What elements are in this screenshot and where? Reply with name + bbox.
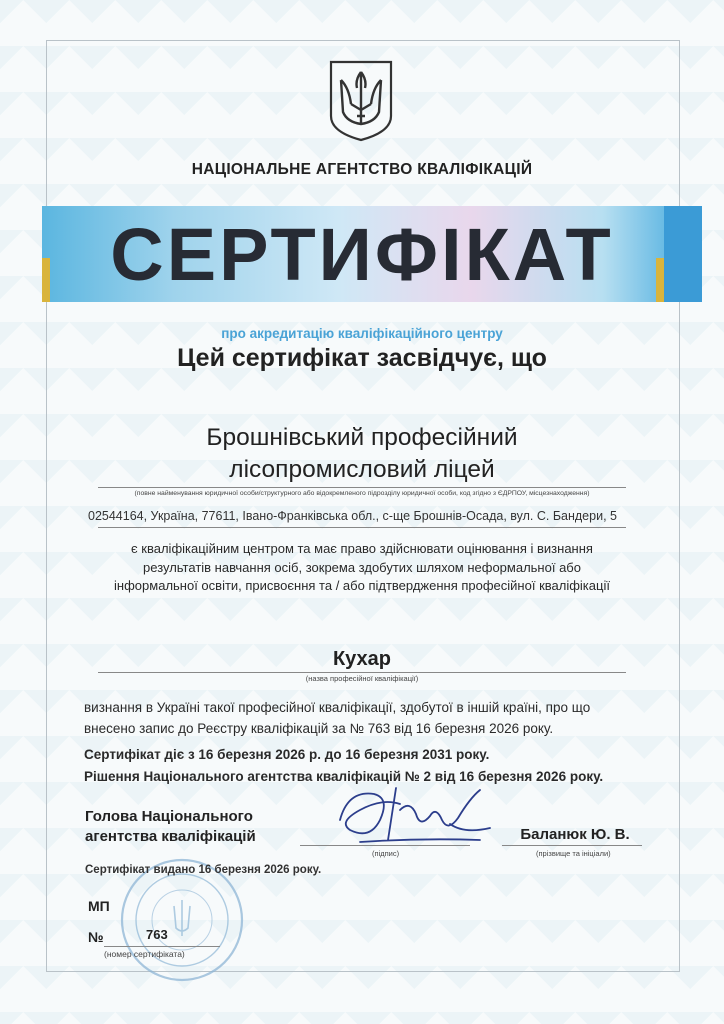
rights-line: є кваліфікаційним центром та має право здійснювати оцінювання і визнання: [131, 541, 593, 556]
name-caption: (прізвище та ініціали): [536, 849, 611, 858]
signature: [330, 780, 500, 852]
coat-of-arms-icon: [327, 60, 395, 142]
organization-address: 02544164, Україна, 77611, Івано-Франківська обл., с-ще Брошнів-Осада, вул. С. Бандери, 5: [88, 509, 617, 523]
agency-name: НАЦІОНАЛЬНЕ АГЕНТСТВО КВАЛІФІКАЦІЙ: [191, 161, 533, 178]
signature-caption: (підпис): [372, 849, 400, 858]
rights-line: результатів навчання осіб, зокрема здобутих шляхом неформальної або: [143, 559, 581, 575]
head-title-line1: Голова Національного: [85, 808, 253, 825]
name-line: [502, 845, 642, 846]
recognition-statement: [84, 697, 684, 739]
certificate-number-label: №: [88, 929, 104, 945]
signature-line: [300, 845, 470, 846]
certificate-number-caption: (номер сертифіката): [104, 949, 185, 959]
certificate-title: СЕРТИФІКАТ: [110, 213, 614, 296]
issue-date: Сертифікат видано 16 березня 2026 року.: [85, 864, 322, 876]
head-name: Баланюк Ю. В.: [520, 826, 630, 843]
head-title-line2: агентства кваліфікацій: [85, 828, 256, 845]
organization-name: [100, 422, 624, 486]
head-title: [85, 807, 305, 847]
decision-reference: Рішення Національного агентства кваліфікацій № 2 від 16 березня 2026 року.: [84, 769, 604, 784]
organization-caption: (повне найменування юридичної особи/структурного або відокремленого підрозділу юридичної особи, код згідно з ЄДРПОУ, місцезнаходження): [134, 490, 590, 497]
recognition-line: визнання в Україні такої професійної кваліфікації, здобутої в іншій країні, про що: [84, 700, 591, 715]
qualification-name: Кухар: [332, 648, 392, 670]
organization-name-line1: Брошнівський професійний: [206, 424, 518, 451]
address-underline: [98, 527, 626, 528]
org-name-underline: [98, 487, 626, 488]
organization-name-line2: лісопромисловий ліцей: [229, 456, 495, 483]
qualification-underline: [98, 672, 626, 673]
certifies-heading: Цей сертифікат засвідчує, що: [177, 344, 547, 372]
seal-placeholder-label: МП: [88, 898, 110, 914]
rights-line: інформальної освіти, присвоєння та / або підтвердження професійної кваліфікації: [114, 578, 610, 593]
rights-statement: [62, 540, 662, 596]
recognition-line: внесено запис до Реєстру кваліфікацій за № 763 від 16 березня 2026 року.: [84, 721, 554, 736]
validity-period: Сертифікат діє з 16 березня 2026 р. до 16 березня 2031 року.: [84, 747, 490, 762]
certificate-subtitle: про акредитацію кваліфікаційного центру: [221, 326, 503, 341]
certificate-number: 763: [146, 927, 168, 942]
qualification-caption: (назва професійної кваліфікації): [305, 674, 419, 683]
number-line: [104, 946, 220, 947]
